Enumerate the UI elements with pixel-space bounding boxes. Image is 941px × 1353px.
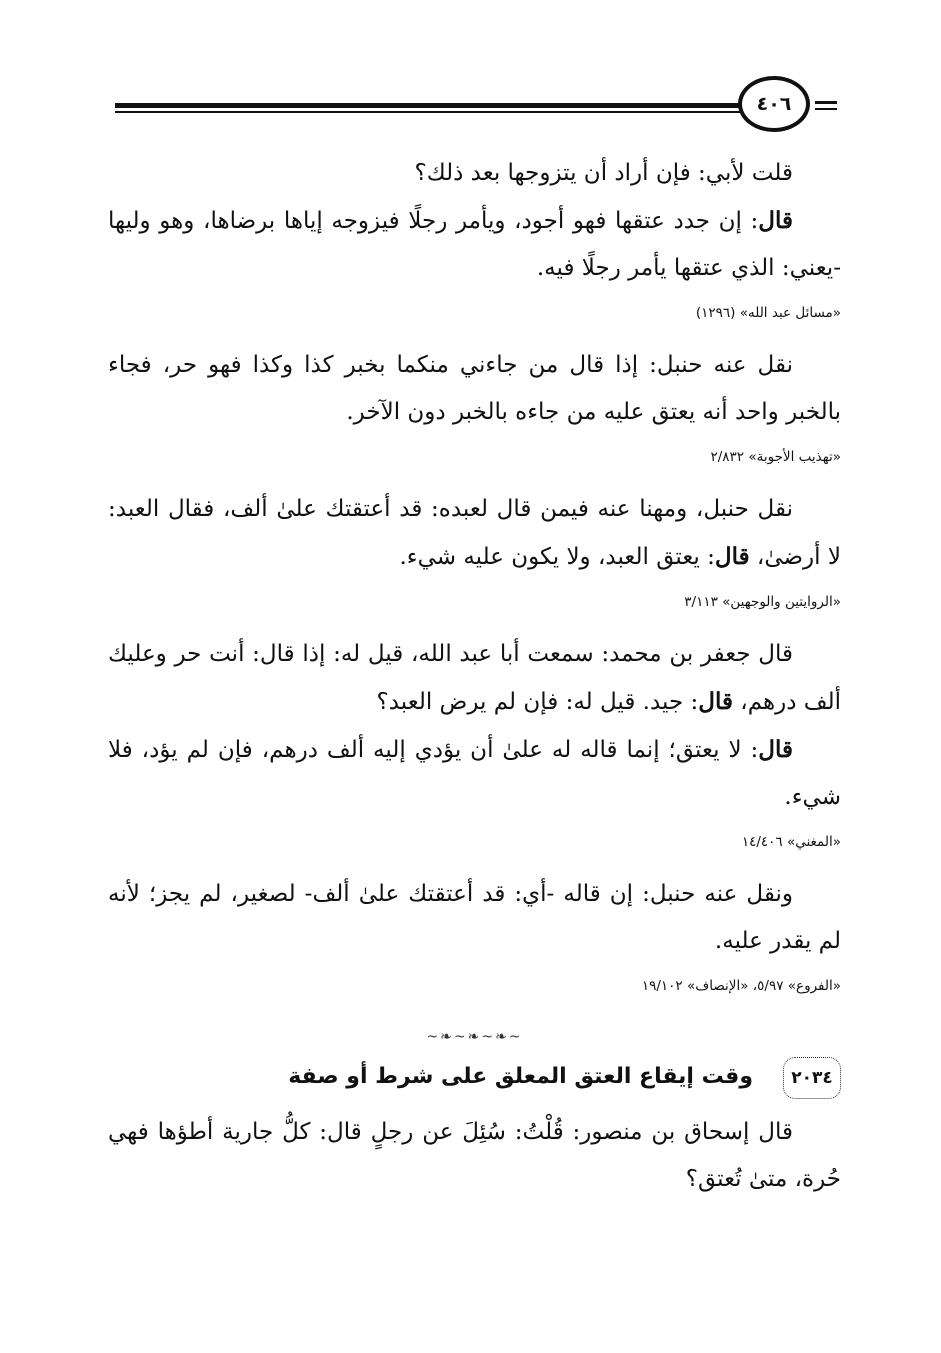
section-heading [108, 1051, 841, 1109]
header-rule-thick [115, 103, 740, 108]
header-rule-right [815, 108, 837, 110]
paragraph-text: : لا يعتق؛ إنما قاله له علىٰ أن يؤدي إليه ألف درهم، فإن لم يؤد، فلا شيء. [108, 737, 841, 810]
page-number-badge [738, 76, 810, 132]
source-citation: «المغني» ١٤/٤٠٦ [741, 834, 841, 850]
paragraph [108, 342, 841, 436]
paragraph-text: نقل عنه حنبل: إذا قال من جاءني منكما بخبر كذا وكذا فهو حر، فجاء بالخبر واحد أنه يعتق عليه من جاءه بالخبر دون الآخر. [108, 352, 841, 425]
paragraph-text: : يعتق العبد، ولا يكون عليه شيء. [399, 544, 715, 570]
ornament-divider: ~❧~❧~❧~ [426, 1029, 523, 1045]
paragraph [108, 631, 841, 726]
paragraph-text: : إن جدد عتقها فهو أجود، ويأمر رجلًا فيزوجه إياها برضاها، وهو وليها -يعني: الذي عتقها يأمر رجلًا فيه. [108, 208, 841, 281]
source-citation: «تهذيب الأجوبة» ٢/٨٣٢ [710, 449, 841, 465]
paragraph [108, 726, 841, 821]
page-body [108, 150, 841, 1203]
source-citation: «الفروع» ٥/٩٧، «الإنصاف» ١٩/١٠٢ [641, 978, 841, 994]
paragraph-text: قال جعفر بن محمد: سمعت أبا عبد الله، قيل له: إذا قال: أنت حر وعليك ألف درهم، [108, 641, 841, 715]
section-number: ٢٠٣٤ [791, 1068, 833, 1088]
header-rule-thin [115, 111, 740, 113]
paragraph [108, 486, 841, 581]
keyword-qal: قال [714, 543, 750, 570]
section-number-badge [783, 1057, 841, 1099]
source-citation: «مسائل عبد الله» (١٢٩٦) [695, 305, 841, 321]
paragraph-text: : جيد. قيل له: فإن لم يرض العبد؟ [376, 689, 699, 715]
paragraph-text: ونقل عنه حنبل: إن قاله -أي: قد أعتقتك علىٰ ألف- لصغير، لم يجز؛ لأنه لم يقدر عليه. [108, 881, 841, 954]
section-title: وقت إيقاع العتق المعلق على شرط أو صفة [288, 1064, 753, 1089]
final-paragraph: قال إسحاق بن منصور: قُلْتُ: سُئِلَ عن رجلٍ قال: كلُّ جارية أطؤها فهي حُرة، متىٰ تُعتق؟ [108, 1119, 841, 1192]
paragraph [108, 197, 841, 292]
source-citation: «الروايتين والوجهين» ٣/١١٣ [684, 594, 841, 610]
keyword-qal: قال [758, 736, 793, 763]
page-header [0, 0, 941, 150]
page-number: ٤٠٦ [756, 93, 792, 115]
paragraph-text: نقل حنبل، ومهنا عنه فيمن قال لعبده: قد أعتقتك علىٰ ألف، فقال العبد: لا أرضىٰ، [108, 496, 841, 570]
text-blocks [108, 150, 841, 1015]
paragraph-text: قلت لأبي: فإن أراد أن يتزوجها بعد ذلك؟ [414, 160, 793, 186]
keyword-qal: قال [698, 688, 733, 715]
keyword-qal: قال [758, 207, 793, 234]
paragraph [108, 871, 841, 965]
paragraph [108, 150, 841, 197]
header-rule-right [815, 101, 837, 104]
